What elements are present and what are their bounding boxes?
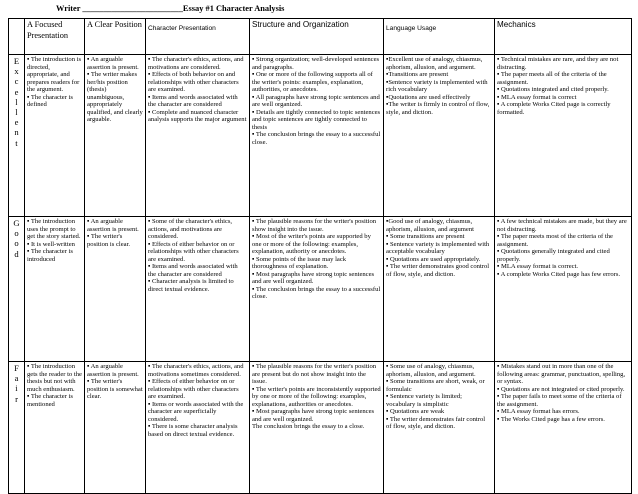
criteria-list — [252, 56, 381, 147]
column-header-structure-organization: Structure and Organization — [250, 19, 384, 55]
row-label-letter: e — [14, 86, 19, 97]
criteria-item: ▪Quotations are used effectively — [386, 93, 471, 101]
criteria-item: ▪ The writer's position is somewhat clear. — [87, 378, 143, 401]
criteria-list — [27, 218, 82, 263]
column-header-language-usage: Language Usage — [384, 19, 495, 55]
corner-cell — [9, 19, 25, 55]
criteria-item: ▪ Mistakes stand out in more than one of the following areas: grammar, punctuation, spelling, or syntax. — [497, 363, 626, 386]
criteria-item: ▪ Sentence variety is implemented with acceptable vocabulary — [386, 240, 490, 256]
cell-excellent-mechanics — [495, 55, 632, 217]
criteria-item: ▪ There is some character analysis based on direct textual evidence. — [148, 423, 238, 438]
row-label-letter: a — [14, 373, 19, 384]
criteria-item: ▪ The writer's points are inconsistently supported by one or more of the following: examples, explanations, authorities or anecdotes. — [252, 385, 381, 408]
criteria-item: ▪ The writer makes her/his position (thesis) unambiguous, appropriately qualified, and clearly arguable. — [87, 71, 143, 124]
criteria-list — [148, 56, 247, 124]
row-label-letter: o — [14, 238, 19, 249]
criteria-item: ▪Sentence variety is implemented with rich vocabulary — [386, 78, 488, 94]
cell-excellent-language-usage — [384, 55, 495, 217]
criteria-item: ▪ All paragraphs have strong topic sentences and are well organized. — [252, 93, 380, 109]
criteria-item: ▪ Quotations generally integrated and cited properly. — [497, 248, 610, 263]
criteria-list — [386, 56, 492, 116]
criteria-item: The conclusion brings the essay to a close. — [252, 423, 365, 431]
row-label-letter: n — [14, 127, 19, 138]
criteria-item: ▪ The plausible reasons for the writer's position are present but do not show insight into the issue. — [252, 363, 377, 386]
row-label-letter: t — [15, 137, 18, 148]
criteria-list — [386, 218, 492, 278]
criteria-item: ▪ Quotations are weak — [386, 408, 445, 416]
criteria-item: ▪ Items and words associated with the character are considered — [148, 263, 238, 278]
row-label-excellent — [9, 55, 25, 217]
cell-good-mechanics — [495, 217, 632, 362]
column-header-focused-presentation: A Focused Presentation — [25, 19, 85, 55]
row-label-fair — [9, 362, 25, 494]
cell-good-clear-position — [85, 217, 146, 362]
row-label-letter: r — [15, 393, 18, 404]
criteria-item: ▪ The introduction gets the reader to the thesis but not with much enthusiasm. — [27, 363, 82, 393]
criteria-item: ▪ MLA essay format is correct. — [497, 263, 579, 271]
criteria-item: ▪ Some transitions are present — [386, 233, 465, 241]
criteria-item: ▪ An arguable assertion is present. — [87, 56, 139, 71]
criteria-item: ▪ A few technical mistakes are made, but they are not distracting. — [497, 218, 627, 233]
criteria-item: ▪ An arguable assertion is present. — [87, 363, 139, 378]
criteria-list — [87, 363, 143, 401]
column-header-character-presentation: Character Presentation — [146, 19, 250, 55]
criteria-item: ▪ MLA essay format has errors. — [497, 408, 580, 416]
cell-fair-language-usage — [384, 362, 495, 494]
cell-fair-structure-organization — [250, 362, 384, 494]
criteria-item: ▪The writer is firmly in control of flow, style, and diction. — [386, 101, 490, 116]
cell-good-language-usage — [384, 217, 495, 362]
cell-excellent-structure-organization — [250, 55, 384, 217]
criteria-item: ▪Excellent use of analogy, chiasmus, aphorism, allusion, and argument. — [386, 56, 483, 71]
criteria-item: ▪ Effects of either behavior on or relationships with other characters are examined. — [148, 240, 239, 263]
criteria-item: ▪ The paper fails to meet some of the criteria of the assignment. — [497, 393, 622, 408]
rubric-row-fair — [9, 362, 632, 494]
criteria-item: ▪ A complete Works Cited page has few errors. — [497, 270, 621, 278]
criteria-item: ▪ Most paragraphs have strong topic sentences and are well organized. — [252, 270, 375, 286]
criteria-item: ▪ Quotations are used appropriately. — [386, 255, 481, 263]
row-label-letter: e — [14, 117, 19, 128]
row-label-letter: x — [14, 66, 19, 77]
criteria-item: ▪Good use of analogy, chiasmus, aphorism, allusion, and argument — [386, 218, 474, 233]
criteria-item: ▪ The character is mentioned — [27, 393, 73, 408]
criteria-item: ▪ The character's ethics, actions, and motivations sometimes considered. — [148, 363, 244, 378]
rubric-row-excellent — [9, 55, 632, 217]
criteria-list — [87, 56, 143, 124]
criteria-item: ▪ A complete Works Cited page is correctly formatted. — [497, 101, 611, 116]
criteria-item: ▪ One or more of the following supports all of the writer's points: examples, explanation, authorities, or anecdotes. — [252, 71, 373, 94]
cell-fair-mechanics — [495, 362, 632, 494]
criteria-item: ▪ The paper meets all of the criteria of the assignment. — [497, 71, 607, 86]
criteria-item: ▪ Details are tightly connected to topic sentences and topic sentences are tightly connected to thesis — [252, 108, 381, 131]
cell-fair-character-presentation — [146, 362, 250, 494]
column-header-mechanics: Mechanics — [495, 19, 632, 55]
criteria-list — [148, 218, 247, 293]
criteria-item: ▪ Effects of either behavior on or relationships with other characters are examined. — [148, 378, 239, 401]
criteria-item: ▪ An arguable assertion is present. — [87, 218, 139, 233]
row-label-letter: o — [14, 228, 19, 239]
row-label-letter: c — [14, 76, 19, 87]
criteria-item: ▪ The plausible reasons for the writer's position show insight into the issue. — [252, 218, 377, 233]
row-label-letter: F — [14, 363, 19, 373]
header-row — [9, 19, 632, 55]
criteria-item: ▪ The conclusion brings the essay to a successful close. — [252, 131, 381, 147]
cell-excellent-focused-presentation — [25, 55, 85, 217]
criteria-item: ▪ Quotations integrated and cited properly. — [497, 86, 609, 94]
criteria-item: ▪ Some transitions are short, weak, or formulaic — [386, 378, 485, 393]
cell-good-structure-organization — [250, 217, 384, 362]
criteria-item: ▪ Character analysis is limited to direct textual evidence. — [148, 278, 234, 293]
criteria-list — [87, 218, 143, 248]
criteria-item: ▪ Most of the writer's points are supported by one or more of the following: examples, explanation, authority or anecdotes. — [252, 233, 371, 256]
row-label-letter: l — [15, 96, 18, 107]
row-label-letter: l — [15, 107, 18, 118]
criteria-item: ▪ Complete and nuanced character analysis supports the major argument — [148, 108, 247, 124]
criteria-item: ▪ Quotations are not integrated or cited properly. — [497, 385, 625, 393]
document-title: Writer ________________________Essay #1 Character Analysis — [56, 4, 285, 13]
criteria-item: ▪ Strong organization; well-developed sentences and paragraphs. — [252, 56, 380, 71]
criteria-item: ▪ The writer's position is clear. — [87, 233, 131, 248]
criteria-list — [252, 363, 381, 431]
criteria-item: ▪ Some use of analogy, chiasmus, aphorism, allusion, and argument. — [386, 363, 476, 378]
row-label-letter: i — [15, 383, 18, 394]
criteria-item: ▪ The character's ethics, actions, and motivations are considered. — [148, 56, 244, 71]
cell-fair-focused-presentation — [25, 362, 85, 494]
criteria-item: ▪ The writer demonstrates good control of flow, style, and diction. — [386, 263, 490, 278]
cell-fair-clear-position — [85, 362, 146, 494]
row-label-letter: G — [13, 218, 20, 228]
cell-good-focused-presentation — [25, 217, 85, 362]
criteria-item: ▪ The writer demonstrates fair control of flow, style, and diction. — [386, 415, 486, 431]
criteria-list — [27, 363, 82, 408]
criteria-item: ▪ Items and words associated with the character are considered — [148, 93, 238, 109]
criteria-item: ▪Transitions are present — [386, 71, 449, 79]
criteria-list — [497, 218, 629, 278]
criteria-list — [497, 56, 629, 116]
criteria-item: ▪ The introduction is directed, appropriate, and prepares readers for the argument. — [27, 56, 82, 94]
criteria-item: ▪ The character is introduced — [27, 248, 73, 263]
criteria-item: ▪ The Works Cited page has a few errors. — [497, 415, 605, 423]
criteria-item: ▪ Sentence variety is limited; vocabulary is simplistic — [386, 393, 462, 408]
criteria-item: ▪ The conclusion brings the essay to a successful close. — [252, 285, 381, 301]
row-label-letter: E — [13, 56, 20, 66]
criteria-item: ▪ Items or words associated with the character are superficially considered. — [148, 400, 244, 423]
rubric-table — [8, 18, 632, 494]
criteria-item: ▪ It is well-written — [27, 240, 75, 248]
criteria-item: ▪ The character is defined — [27, 93, 73, 109]
cell-excellent-clear-position — [85, 55, 146, 217]
criteria-list — [497, 363, 629, 423]
cell-good-character-presentation — [146, 217, 250, 362]
criteria-list — [252, 218, 381, 301]
criteria-item: ▪ Effects of both behavior on and relationships with other characters are examined. — [148, 71, 239, 94]
criteria-item: ▪ Technical mistakes are rare, and they are not distracting. — [497, 56, 619, 71]
criteria-item: ▪ Some points of the issue may lack thoroughness of explanation. — [252, 255, 347, 271]
criteria-list — [27, 56, 82, 109]
criteria-item: ▪ MLA essay format is correct — [497, 93, 577, 101]
criteria-item: ▪ The paper meets most of the criteria of the assignment. — [497, 233, 613, 248]
row-label-letter: d — [14, 248, 19, 259]
criteria-list — [386, 363, 492, 431]
column-header-clear-position: A Clear Position — [85, 19, 146, 55]
criteria-item: ▪ Most paragraphs have strong topic sentences and are well organized. — [252, 408, 375, 423]
criteria-item: ▪ The introduction uses the prompt to get the story started. — [27, 218, 81, 241]
cell-excellent-character-presentation — [146, 55, 250, 217]
row-label-good — [9, 217, 25, 362]
rubric-row-good — [9, 217, 632, 362]
criteria-item: ▪ Some of the character's ethics, actions, and motivations are considered. — [148, 218, 233, 241]
criteria-list — [148, 363, 247, 438]
